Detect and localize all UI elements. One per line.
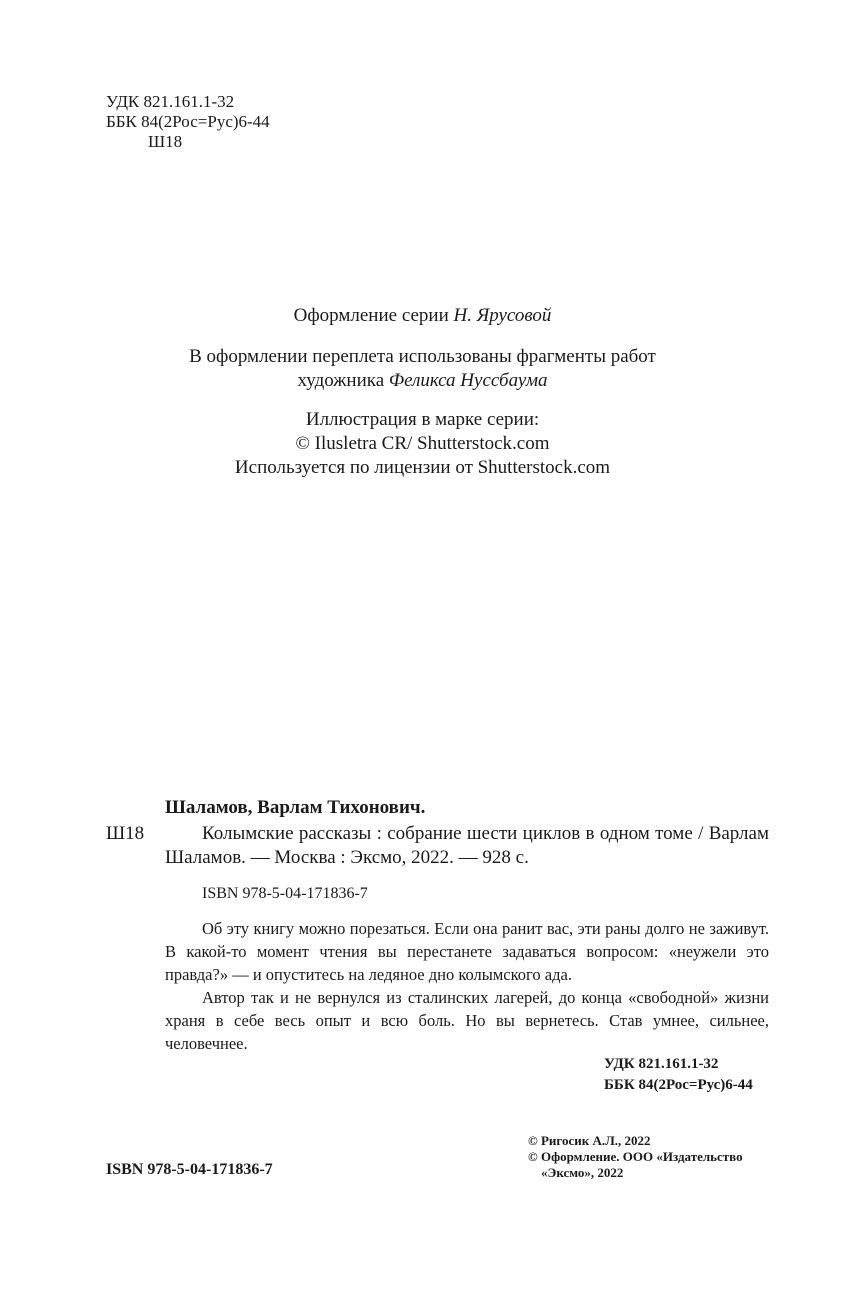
- annotation-paragraph-2: Автор так и не вернулся из сталинских лагерей, до конца «свободной» жизни храня в себе весь опыт и всю боль. Но вы вернетесь. Став умнее, сильнее, человечнее.: [165, 988, 769, 1053]
- copyright-line-2: © Оформление. ООО «Издательство: [528, 1149, 743, 1164]
- top-author-sign: Ш18: [148, 132, 183, 151]
- binding-credit: [100, 345, 745, 393]
- series-designer-name: Н. Ярусовой: [453, 305, 552, 326]
- catalog-title-entry: Колымские рассказы : собрание шести циклов в одном томе / Варлам Шаламов. — Москва : Эксмо, 2022. — 928 с.: [165, 823, 769, 868]
- illustration-credit: [100, 408, 745, 480]
- annotation-paragraph-1: Об эту книгу можно порезаться. Если она ранит вас, эти раны долго не заживут. В какой-то момент чтения вы перестанете задаваться вопросом: «неужели это правда?» — и опуститесь на ледяное дно колымского ада.: [165, 919, 769, 984]
- license-note: Используется по лицензии от Shutterstock.com: [234, 457, 611, 478]
- top-classification-codes: [106, 92, 270, 152]
- illustration-source: © Ilusletra CR/ Shutterstock.com: [295, 433, 550, 454]
- catalog-bbk-code: ББК 84(2Рос=Рус)6-44: [604, 1077, 753, 1093]
- catalog-author: Шаламов, Варлам Тихонович.: [165, 797, 426, 818]
- series-design-label: Оформление серии: [293, 305, 449, 326]
- copyright-line-1: © Ригосик А.Л., 2022: [528, 1133, 651, 1148]
- catalog-isbn: ISBN 978-5-04-171836-7: [202, 885, 368, 902]
- top-udk-code: УДК 821.161.1-32: [106, 92, 235, 111]
- series-design-credit: [100, 304, 745, 328]
- catalog-udk-code: УДК 821.161.1-32: [604, 1056, 719, 1072]
- binding-credit-line2: [100, 369, 745, 393]
- copyright-notice: [528, 1133, 770, 1181]
- top-bbk-code: ББК 84(2Рос=Рус)6-44: [106, 112, 270, 131]
- bottom-isbn: ISBN 978-5-04-171836-7: [106, 1161, 273, 1178]
- copyright-line-3: «Эксмо», 2022: [541, 1165, 624, 1180]
- artist-name: Феликса Нуссбаума: [388, 370, 548, 391]
- illustration-label: Иллюстрация в марке серии:: [305, 409, 540, 430]
- catalog-author-sign: Ш18: [106, 823, 145, 844]
- binding-credit-line1: В оформлении переплета использованы фрагменты работ: [189, 346, 656, 367]
- catalog-annotation: [165, 917, 769, 1055]
- artist-label: художника: [297, 370, 385, 391]
- catalog-classification-codes: [604, 1054, 753, 1096]
